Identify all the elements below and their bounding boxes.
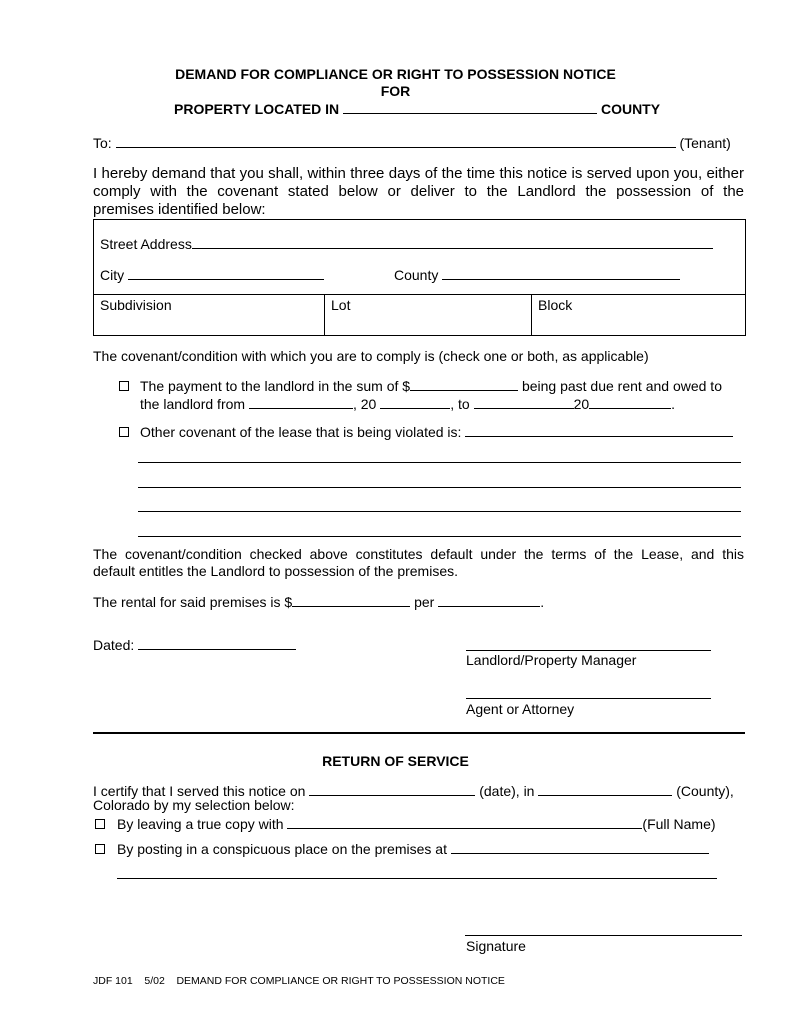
other-covenant-line-2[interactable]	[138, 487, 741, 488]
city-row	[100, 265, 324, 283]
posting-line	[117, 839, 709, 857]
payment-text: The payment to the landlord in the sum of $	[140, 378, 411, 394]
checkbox-icon	[95, 819, 105, 829]
checkbox-icon	[119, 427, 129, 437]
signature-label: Signature	[466, 938, 526, 954]
block-label: Block	[538, 297, 573, 313]
payment-from-year-field[interactable]	[380, 394, 450, 409]
rental-period-field[interactable]	[438, 592, 540, 607]
service-date-field[interactable]	[309, 781, 475, 796]
service-county-field[interactable]	[538, 781, 672, 796]
demand-paragraph-end: premises identified below:	[93, 201, 266, 218]
leaving-copy-line	[117, 814, 716, 832]
property-box-col-divider-1	[324, 294, 325, 336]
footer-form-id: JDF 101	[93, 975, 133, 987]
street-address-label: Street Address	[100, 236, 192, 252]
county-label: County	[394, 267, 439, 283]
lot-label: Lot	[331, 297, 351, 313]
property-box-divider	[93, 294, 746, 295]
rental-line	[93, 592, 544, 610]
form-title: DEMAND FOR COMPLIANCE OR RIGHT TO POSSESSION NOTICE	[175, 66, 616, 82]
leaving-copy-checkbox[interactable]	[95, 815, 105, 833]
payment-to-date-field[interactable]	[474, 394, 574, 409]
checkbox-icon	[95, 844, 105, 854]
payment-year-prefix: , 20	[352, 396, 377, 412]
to-line	[93, 133, 731, 151]
street-address-field[interactable]	[192, 234, 713, 249]
footer-date: 5/02	[144, 975, 165, 987]
posting-location-field[interactable]	[451, 839, 709, 854]
rental-amount-field[interactable]	[292, 592, 410, 607]
payment-to-year-prefix: 20	[573, 396, 590, 412]
subdivision-label: Subdivision	[100, 297, 172, 313]
tenant-name-field[interactable]	[116, 133, 676, 148]
rental-per-text: per	[414, 594, 435, 610]
city-field[interactable]	[128, 265, 324, 280]
payment-period: .	[671, 396, 676, 412]
agent-label: Agent or Attorney	[466, 701, 575, 717]
certify-line-2: Colorado by my selection below:	[93, 797, 295, 813]
option-other-checkbox[interactable]	[119, 423, 129, 441]
dated-line	[93, 635, 296, 653]
footer-title: DEMAND FOR COMPLIANCE OR RIGHT TO POSSESSION NOTICE	[176, 975, 505, 987]
leaving-copy-text: By leaving a true copy with	[117, 816, 284, 832]
posting-checkbox[interactable]	[95, 840, 105, 858]
payment-from-text: the landlord from	[140, 396, 246, 412]
certify-county-label: (County),	[676, 783, 734, 799]
county-field[interactable]	[442, 265, 680, 280]
option-other-line	[140, 422, 733, 440]
county-heading	[174, 99, 660, 117]
street-address-row	[100, 234, 713, 252]
rental-text: The rental for said premises is $	[93, 594, 293, 610]
server-signature-line[interactable]	[465, 935, 742, 936]
posting-text: By posting in a conspicuous place on the premises at	[117, 841, 447, 857]
payment-to-text: , to	[450, 396, 470, 412]
default-paragraph-end: default entitles the Landlord to possession of the premises.	[93, 563, 458, 579]
return-of-service-title: RETURN OF SERVICE	[322, 753, 469, 769]
other-covenant-line-3[interactable]	[138, 511, 741, 512]
other-covenant-text: Other covenant of the lease that is being violated is:	[140, 424, 462, 440]
posting-location-line-2[interactable]	[117, 878, 717, 879]
county-name-field[interactable]	[343, 99, 597, 114]
property-box-col-divider-2	[531, 294, 532, 336]
dated-field[interactable]	[138, 635, 296, 650]
tenant-label: (Tenant)	[679, 135, 731, 151]
to-label: To:	[93, 135, 112, 151]
agent-signature-line[interactable]	[466, 698, 711, 699]
payment-to-year-field[interactable]	[589, 394, 671, 409]
certify-date-label: (date), in	[479, 783, 535, 799]
option-payment-line2	[140, 394, 675, 412]
other-covenant-line-1[interactable]	[138, 462, 741, 463]
payment-from-date-field[interactable]	[249, 394, 353, 409]
county-row	[394, 265, 680, 283]
other-covenant-line-4[interactable]	[138, 536, 741, 537]
landlord-label: Landlord/Property Manager	[466, 652, 637, 668]
option-payment-line1	[140, 376, 722, 394]
other-covenant-field[interactable]	[465, 422, 733, 437]
city-label: City	[100, 267, 125, 283]
covenant-intro: The covenant/condition with which you are to comply is (check one or both, as applicable)	[93, 348, 649, 364]
option-payment-checkbox[interactable]	[119, 377, 129, 395]
payment-amount-field[interactable]	[410, 376, 518, 391]
payment-text-b: being past due rent and owed to	[521, 378, 722, 394]
form-title-for: FOR	[380, 83, 411, 99]
dated-label: Dated:	[93, 637, 135, 653]
default-paragraph: The covenant/condition checked above constitutes default under the terms of the Lease, and this	[93, 546, 744, 562]
county-heading-suffix: COUNTY	[600, 101, 661, 117]
landlord-signature-line[interactable]	[466, 650, 711, 651]
certify-text: I certify that I served this notice on	[93, 783, 306, 799]
checkbox-icon	[119, 381, 129, 391]
footer	[93, 975, 505, 987]
full-name-field[interactable]	[287, 814, 642, 829]
section-divider	[93, 732, 745, 734]
county-heading-prefix: PROPERTY LOCATED IN	[174, 101, 340, 117]
full-name-label: (Full Name)	[642, 816, 716, 832]
rental-period: .	[540, 594, 545, 610]
demand-paragraph: I hereby demand that you shall, within three days of the time this notice is served upon you, either comply with the covenant stated below or deliver to the Landlord the possession of the	[93, 165, 744, 200]
